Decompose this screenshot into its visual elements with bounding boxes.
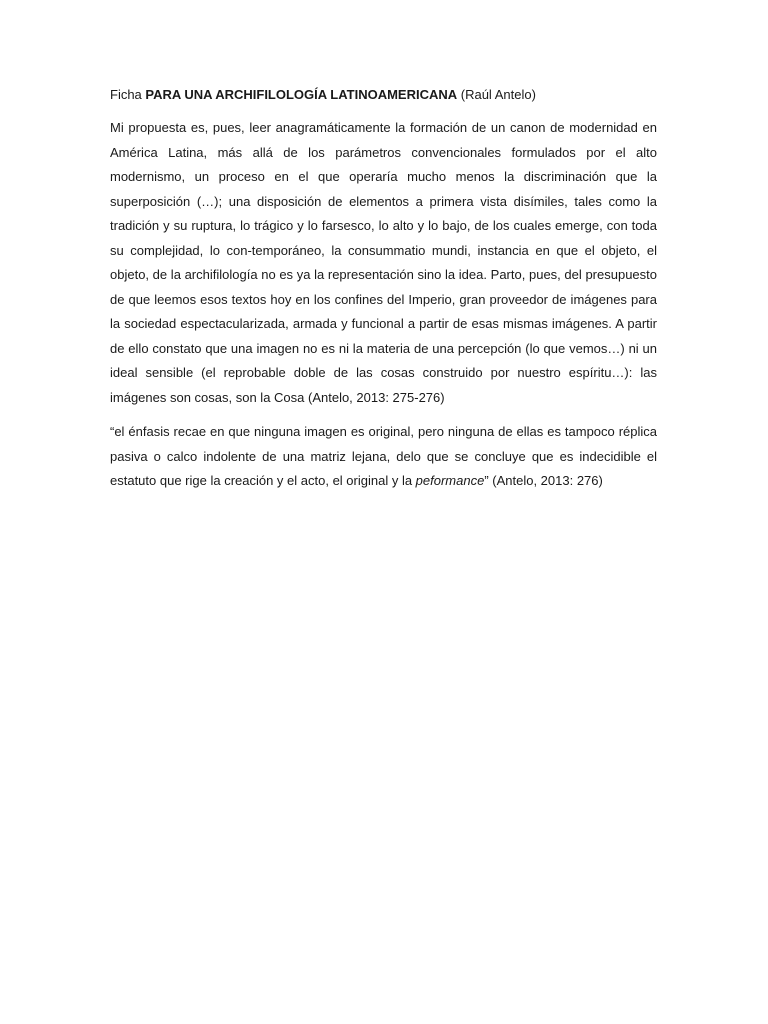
quote-2-citation: ” (Antelo, 2013: 276): [484, 473, 603, 488]
quote-2-text: “el énfasis recae en que ninguna imagen es original, pero ninguna de ellas es tampoco réplica pasiva o calco indolente de una matriz lejana, delo que se concluye que es indecidible el estatuto que rige la creación y el acto, el original y la: [110, 424, 657, 488]
quote-2-italic: peformance: [415, 473, 485, 488]
paragraph-quote-2: [110, 420, 657, 494]
heading-author: (Raúl Antelo): [457, 87, 536, 102]
heading-title: PARA UNA ARCHIFILOLOGÍA LATINOAMERICANA: [145, 87, 458, 102]
document-heading: [110, 84, 657, 106]
document-page: [110, 84, 657, 504]
heading-prefix: Ficha: [110, 87, 146, 102]
paragraph-quote-1: Mi propuesta es, pues, leer anagramáticamente la formación de un canon de modernidad en América Latina, más allá de los parámetros convencionales formulados por el alto modernismo, un proceso en el que operaría mucho menos la discriminación que la superposición (…); una disposición de elementos a primera vista disímiles, tales como la tradición y su ruptura, lo trágico y lo farsesco, lo alto y lo bajo, de los cuales emerge, con toda su complejidad, lo con-temporáneo, la consummatio mundi, instancia en que el objeto, el objeto, de la archifilología no es ya la representación sino la idea. Parto, pues, del presupuesto de que leemos esos textos hoy en los confines del Imperio, gran proveedor de imágenes para la sociedad espectacularizada, armada y funcional a partir de esas mismas imágenes. A partir de ello constato que una imagen no es ni la materia de una percepción (lo que vemos…) ni un ideal sensible (el reprobable doble de las cosas construido por nuestro espíritu…): las imágenes son cosas, son la Cosa (Antelo, 2013: 275-276): [110, 120, 657, 405]
